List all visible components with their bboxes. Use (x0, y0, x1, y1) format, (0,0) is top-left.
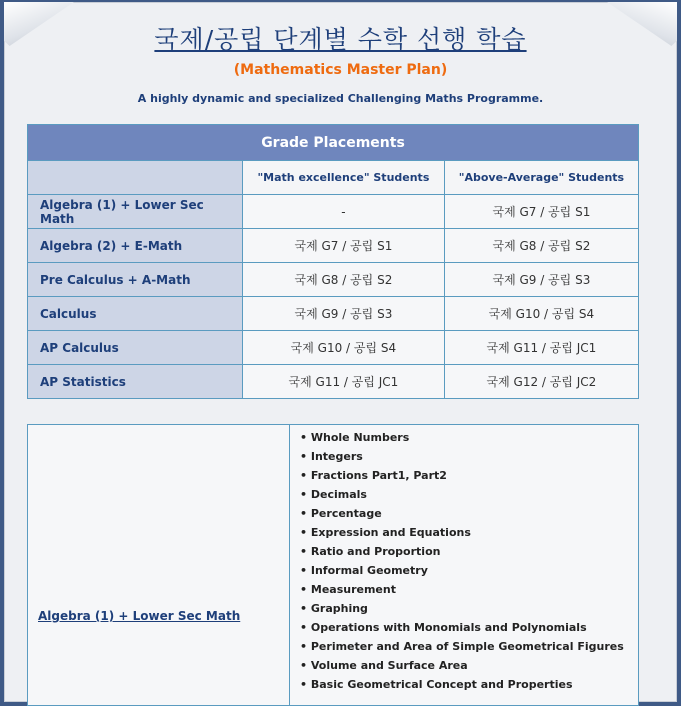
list-item: • Fractions Part1, Part2 (300, 468, 624, 487)
header-blank-cell (28, 161, 243, 195)
list-item: • Volume and Surface Area (300, 658, 624, 677)
list-item: • Percentage (300, 506, 624, 525)
table-row (28, 365, 639, 399)
list-item: • Ratio and Proportion (300, 544, 624, 563)
row-label: AP Calculus (28, 331, 243, 365)
table-cell: 국제 G7 / 공립 S1 (243, 229, 445, 263)
table-cell: 국제 G7 / 공립 S1 (444, 195, 638, 229)
table-row (28, 263, 639, 297)
course-cell (28, 425, 290, 705)
page-subtitle: (Mathematics Master Plan) (233, 62, 448, 78)
list-item: • Graphing (300, 601, 624, 620)
table-cell: 국제 G12 / 공립 JC2 (444, 365, 638, 399)
table-cell: 국제 G11 / 공립 JC1 (444, 331, 638, 365)
grade-placements-table (27, 124, 639, 399)
course-link[interactable]: Algebra (1) + Lower Sec Math (38, 609, 241, 623)
table-cell: - (243, 195, 445, 229)
table-row (28, 195, 639, 229)
table-row (28, 229, 639, 263)
list-item: • Informal Geometry (300, 563, 624, 582)
row-label: Algebra (1) + Lower Sec Math (28, 195, 243, 229)
row-label: AP Statistics (28, 365, 243, 399)
row-label: Calculus (28, 297, 243, 331)
column-header-above-average: "Above-Average" Students (444, 161, 638, 195)
list-item: • Perimeter and Area of Simple Geometrical Figures (300, 639, 624, 658)
topic-list (300, 430, 624, 696)
table-cell: 국제 G10 / 공립 S4 (243, 331, 445, 365)
table-cell: 국제 G10 / 공립 S4 (444, 297, 638, 331)
table-cell: 국제 G8 / 공립 S2 (243, 263, 445, 297)
row-label: Pre Calculus + A-Math (28, 263, 243, 297)
table-cell: 국제 G11 / 공립 JC1 (243, 365, 445, 399)
table-cell: 국제 G9 / 공립 S3 (444, 263, 638, 297)
list-item: • Integers (300, 449, 624, 468)
list-item: • Basic Geometrical Concept and Properties (300, 677, 624, 696)
table-cell: 국제 G9 / 공립 S3 (243, 297, 445, 331)
list-item: • Operations with Monomials and Polynomials (300, 620, 624, 639)
course-detail-panel (27, 424, 639, 706)
page-tagline: A highly dynamic and specialized Challenging Maths Programme. (137, 92, 544, 105)
list-item: • Whole Numbers (300, 430, 624, 449)
page-title: 국제/공립 단계별 수학 선행 학습 (154, 25, 527, 54)
table-cell: 국제 G8 / 공립 S2 (444, 229, 638, 263)
table-row (28, 331, 639, 365)
table-row (28, 297, 639, 331)
row-label: Algebra (2) + E-Math (28, 229, 243, 263)
grade-table-heading: Grade Placements (28, 125, 639, 161)
column-header-excellence: "Math excellence" Students (243, 161, 445, 195)
list-item: • Decimals (300, 487, 624, 506)
list-item: • Expression and Equations (300, 525, 624, 544)
list-item: • Measurement (300, 582, 624, 601)
